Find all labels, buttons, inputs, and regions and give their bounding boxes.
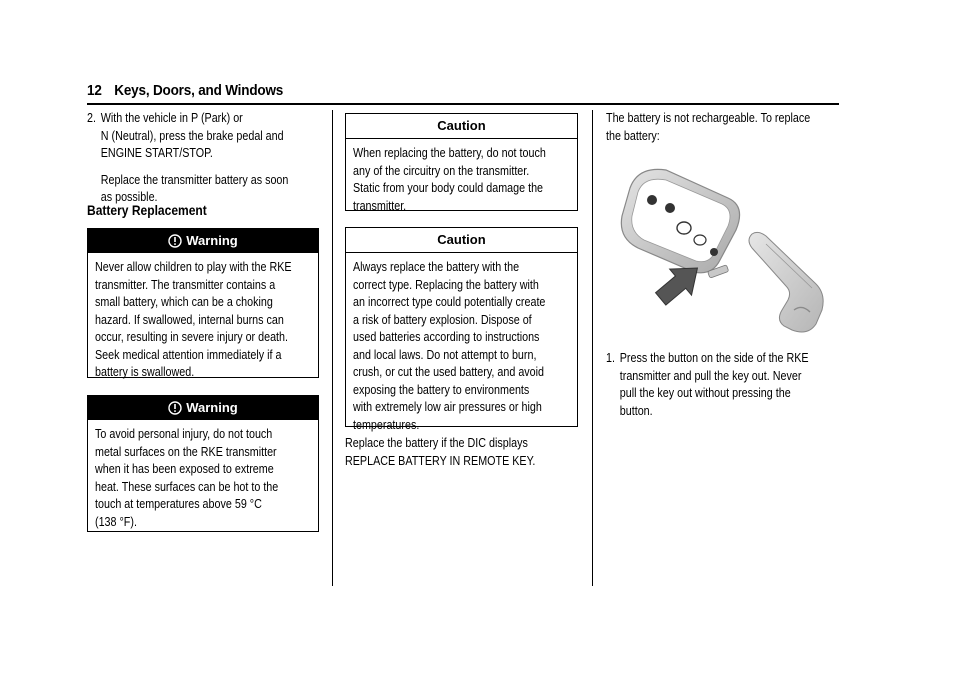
section-heading: Battery Replacement [87, 202, 207, 218]
caution-1-line-4: transmitter. [353, 198, 407, 213]
warning-2-line-2: metal surfaces on the RKE transmitter [95, 444, 277, 459]
caution-2-line-8: exposing the battery to environments [353, 382, 530, 397]
caution-title: Caution [346, 228, 577, 253]
step-number: 2. [87, 111, 96, 125]
key-fob-illustration [616, 160, 836, 340]
caution-2-line-6: and local laws. Do not attempt to burn, [353, 347, 537, 362]
warning-box-2 [87, 395, 319, 532]
caution-1-line-2: any of the circuitry on the transmitter. [353, 163, 530, 178]
warning-2-line-3: when it has been exposed to extreme [95, 462, 274, 476]
warning-box-1 [87, 228, 319, 378]
step-2-line-1: With the vehicle in P (Park) or [100, 111, 243, 125]
column-1 [87, 110, 319, 529]
dic-line-2: REPLACE BATTERY IN REMOTE KEY. [345, 453, 536, 468]
column-divider-1 [332, 110, 333, 586]
step-2-line-2: N (Neutral), press the brake pedal and [100, 128, 284, 143]
step-1-line-2: transmitter and pull the key out. Never [619, 368, 802, 383]
caution-2-line-1: Always replace the battery with the [353, 260, 520, 274]
warning-1-line-4: hazard. If swallowed, internal burns can [95, 312, 284, 327]
step-1-line-3: pull the key out without pressing the [619, 386, 791, 400]
warning-2-line-1: To avoid personal injury, do not touch [95, 427, 273, 441]
caution-2-line-9: with extremely low air pressures or high [353, 400, 542, 414]
caution-2-line-7: crush, or cut the used battery, and avoid [353, 365, 545, 379]
step-1-line-1: Press the button on the side of the RKE [619, 351, 809, 365]
caution-2-line-10: temperatures. [353, 417, 420, 432]
warning-icon [168, 401, 182, 415]
warning-header [88, 396, 318, 420]
step-1 [606, 350, 838, 420]
followup-line-2: as possible. [100, 190, 158, 204]
caution-box-1 [345, 113, 578, 211]
column-3 [606, 110, 839, 418]
caution-2-line-5: used batteries according to instructions [353, 330, 540, 344]
caution-2-line-4: a risk of battery explosion. Dispose of [353, 312, 532, 327]
warning-icon [168, 234, 182, 248]
warning-title: Warning [186, 400, 238, 415]
warning-1-line-1: Never allow children to play with the RKE [95, 260, 292, 274]
intro-line-2: the battery: [606, 128, 660, 143]
step-number: 1. [606, 351, 615, 365]
warning-title: Warning [186, 233, 238, 248]
warning-1-line-2: transmitter. The transmitter contains a [95, 277, 276, 292]
warning-header [88, 229, 318, 253]
warning-2-line-4: heat. These surfaces can be hot to the [95, 479, 279, 494]
warning-2-line-5: touch at temperatures above 59 °C [95, 497, 262, 511]
warning-1-line-5: occur, resulting in severe injury or death. [95, 330, 289, 344]
caution-2-line-2: correct type. Replacing the battery with [353, 277, 539, 292]
caution-2-line-3: an incorrect type could potentially create [353, 295, 546, 309]
header-text [87, 82, 764, 99]
warning-1-line-6: Seek medical attention immediately if a [95, 347, 282, 362]
caution-1-line-3: Static from your body could damage the [353, 181, 544, 195]
caution-title: Caution [346, 114, 577, 139]
dic-line-1: Replace the battery if the DIC displays [345, 436, 528, 450]
warning-1-line-7: battery is swallowed. [95, 365, 195, 379]
caution-box-2 [345, 227, 578, 432]
page-title: Keys, Doors, and Windows [114, 82, 284, 99]
column-divider-2 [592, 110, 593, 586]
step-2-line-3: ENGINE START/STOP. [100, 146, 213, 160]
intro-line-1: The battery is not rechargeable. To replace [606, 111, 811, 125]
page-header [87, 82, 839, 99]
warning-1-line-3: small battery, which can be a choking [95, 295, 273, 309]
followup-line-1: Replace the transmitter battery as soon [100, 172, 289, 187]
warning-2-line-6: (138 °F). [95, 514, 137, 529]
caution-1-line-1: When replacing the battery, do not touch [353, 146, 546, 160]
step-1-line-4: button. [619, 403, 653, 418]
step-2 [87, 110, 317, 163]
page-number: 12 [87, 82, 102, 99]
header-rule [87, 103, 839, 105]
